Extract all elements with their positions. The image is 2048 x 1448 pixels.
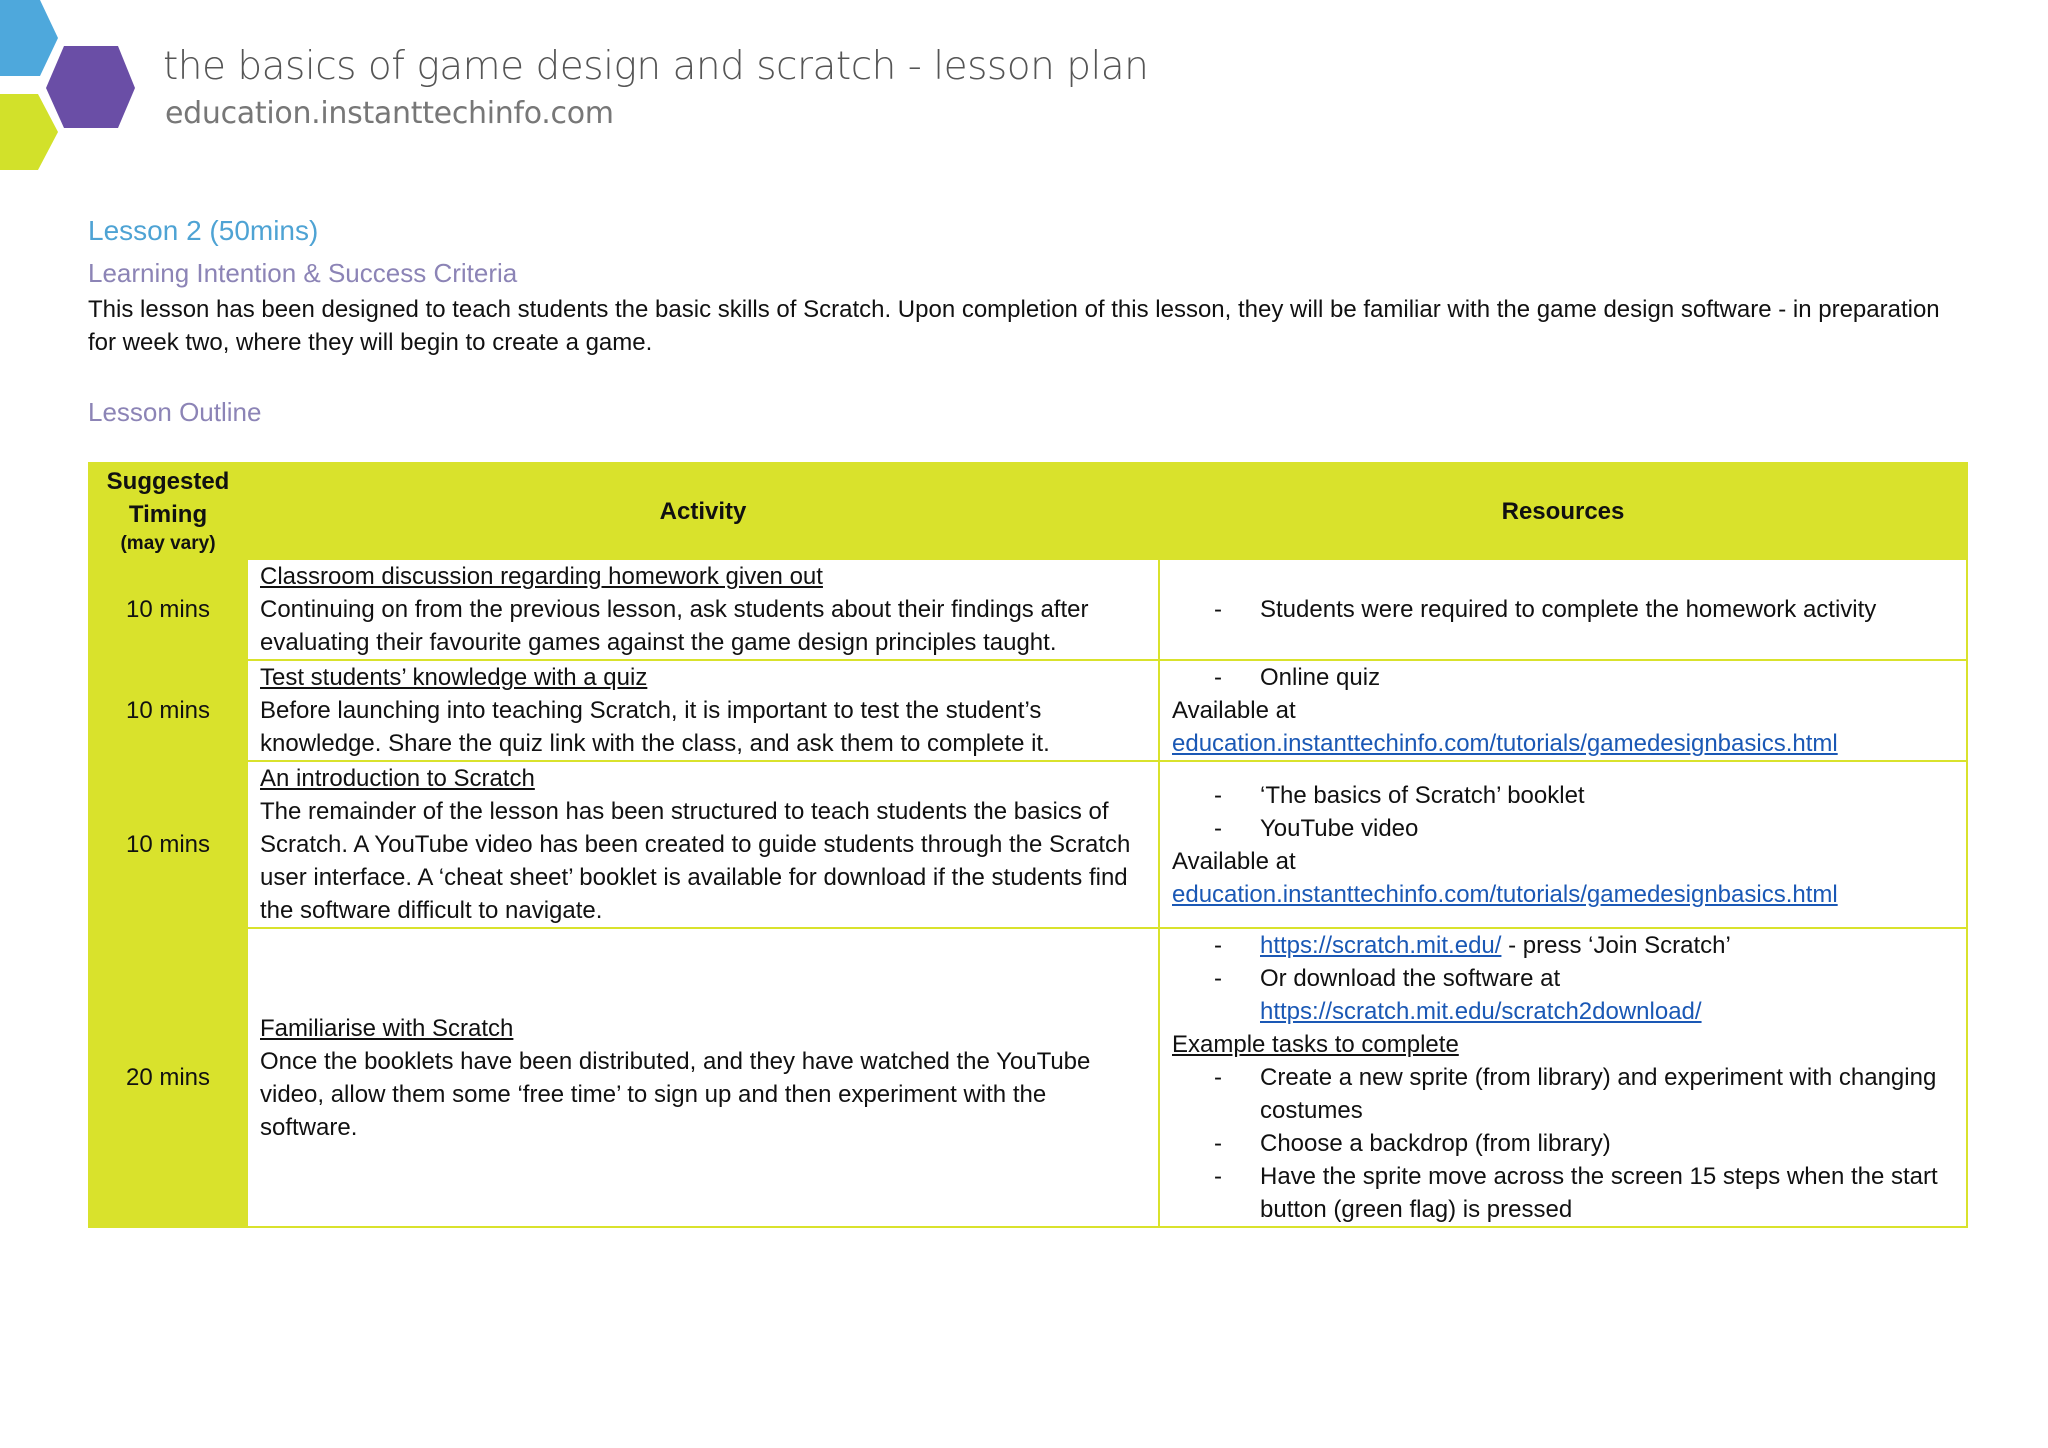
header-resources: Resources [1159,463,1967,559]
resource-item: - Online quiz [1172,661,1954,694]
download-label: - Or download the software at [1260,965,1561,992]
resource-item: - ‘The basics of Scratch’ booklet [1172,779,1954,812]
header-timing-note: (may vary) [120,533,216,554]
resource-link[interactable]: education.instanttechinfo.com/tutorials/gamedesignbasics.html [1172,730,1838,757]
activity-title: An introduction to Scratch [260,765,535,792]
learning-intention-heading: Learning Intention & Success Criteria [88,258,518,288]
row-activity [247,559,1159,660]
row-resources [1159,660,1967,761]
table-header-row [89,463,1967,559]
logo-hex-purple [46,46,135,128]
activity-title: Familiarise with Scratch [260,1014,514,1042]
download-link[interactable]: https://scratch.mit.edu/scratch2download/ [1260,998,1702,1025]
logo-hex-blue [0,0,58,76]
header-timing-label: Suggested Timing [106,468,230,528]
row-timing: 10 mins [89,761,247,928]
activity-text: The remainder of the lesson has been structured to teach students the basics of Scratch. A YouTube video has been created to guide students through the Scratch user interface. A ‘cheat sheet’ booklet is available for download if the students find the software difficult to navigate. [260,798,1131,924]
header-activity: Activity [247,463,1159,559]
lesson-title: Lesson 2 (50mins) [88,215,319,246]
table-row [89,660,1967,761]
row-activity [247,660,1159,761]
header-subtitle: education.instanttechinfo.com [165,96,614,131]
row-resources [1159,559,1967,660]
available-at-label: Available at [1172,847,1296,875]
lesson-plan-table [88,462,1968,1228]
activity-title: Test students’ knowledge with a quiz [260,664,648,691]
table-row [89,559,1967,660]
resource-item: - YouTube video [1172,812,1954,845]
header-title: the basics of game design and scratch - lesson plan [163,44,1149,89]
activity-text: Before launching into teaching Scratch, it is important to test the student’s knowledge. Share the quiz link with the class, and ask them to complete it. [260,697,1050,757]
row-timing: 10 mins [89,660,247,761]
intention-text: This lesson has been designed to teach students the basic skills of Scratch. Upon completion of this lesson, they will be familiar with the game design software - in preparation for week two, where they will begin to create a game. [88,296,1940,356]
activity-title: Classroom discussion regarding homework given out [260,563,823,590]
activity-text: Continuing on from the previous lesson, ask students about their findings after evaluating their favourite games against the game design principles taught. [260,596,1089,656]
resource-item [1172,962,1954,1028]
row-timing: 10 mins [89,559,247,660]
lesson-outline-heading: Lesson Outline [88,397,262,427]
row-resources [1159,761,1967,928]
logo-hexagons [0,0,140,175]
tasks-heading: Example tasks to complete [1172,1031,1459,1058]
table-row [89,928,1967,1227]
resource-item [1172,929,1954,962]
table-row [89,761,1967,928]
task-item: - Have the sprite move across the screen 15 steps when the start button (green flag) is pressed [1172,1160,1954,1226]
logo-hex-lime [0,94,58,170]
scratch-link[interactable]: https://scratch.mit.edu/ [1260,932,1502,959]
resource-link[interactable]: education.instanttechinfo.com/tutorials/gamedesignbasics.html [1172,880,1838,908]
row-timing: 20 mins [89,928,247,1227]
task-item: - Create a new sprite (from library) and experiment with changing costumes [1172,1061,1954,1127]
available-at-label: Available at [1172,697,1296,724]
resource-item: - Students were required to complete the homework activity [1172,593,1954,626]
header-timing [89,463,247,559]
row-resources [1159,928,1967,1227]
scratch-link-suffix: - press ‘Join Scratch’ [1501,932,1731,959]
row-activity [247,761,1159,928]
row-activity [247,928,1159,1227]
activity-text: Once the booklets have been distributed, and they have watched the YouTube video, allow them some ‘free time’ to sign up and then experiment with the software. [260,1047,1091,1141]
task-item: - Choose a backdrop (from library) [1172,1127,1954,1160]
